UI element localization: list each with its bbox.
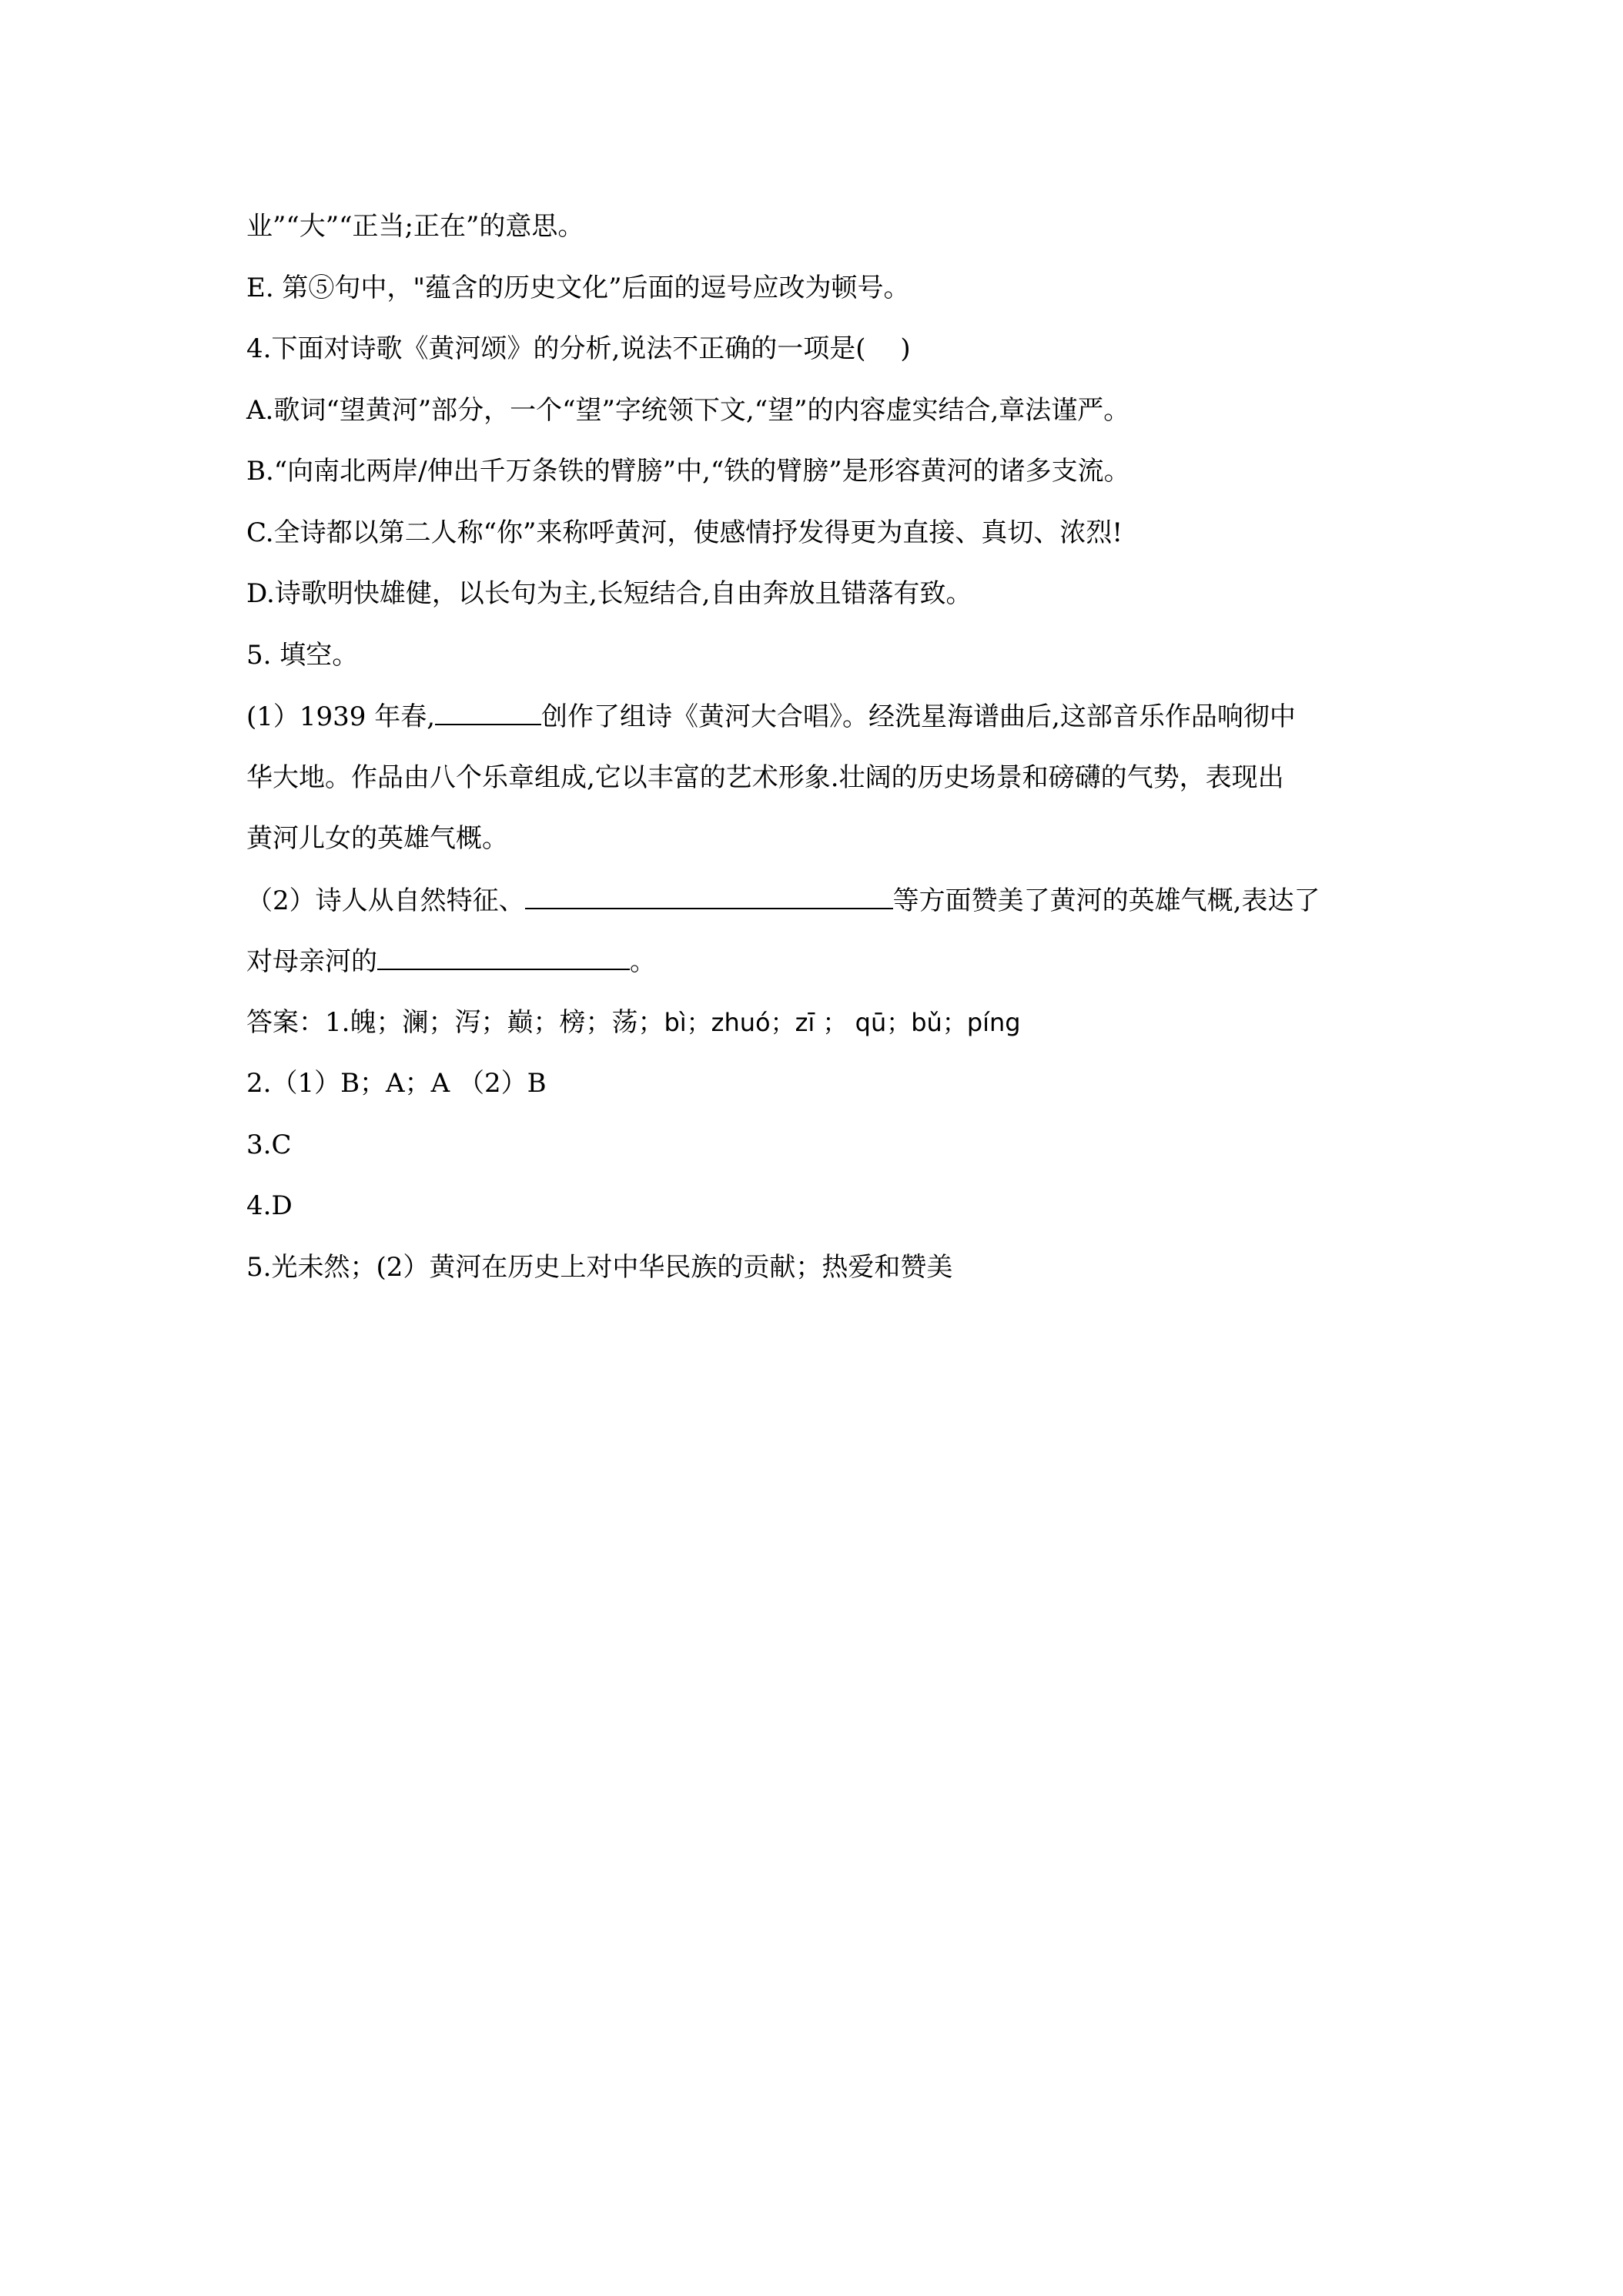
answer-1 <box>246 1004 1401 1041</box>
option-d: D.诗歌明快雄健，以长句为主,长短结合,自由奔放且错落有致。 <box>246 578 972 609</box>
answer-2: 2.（1）B；A；A （2）B <box>246 1068 547 1099</box>
answer-blank <box>435 698 541 725</box>
question-5: 5. 填空。 <box>246 639 359 671</box>
fill-in-2-suffix: 等方面赞美了黄河的英雄气概,表达了 <box>892 885 1320 916</box>
answer-blank <box>377 942 630 970</box>
text-line: 业”“大”“正当;正在”的意思。 <box>246 211 584 242</box>
text-line: 华大地。作品由八个乐章组成,它以丰富的艺术形象.壮阔的历史场景和磅礴的气势，表现出 <box>246 761 1284 793</box>
fill-in-2-cont-suffix: 。 <box>630 946 656 977</box>
option-c: C.全诗都以第二人称“你”来称呼黄河，使感情抒发得更为直接、真切、浓烈! <box>246 517 1123 548</box>
text-line: 黄河儿女的英雄气概。 <box>246 823 508 854</box>
document-body <box>246 208 1401 1310</box>
option-e: E. 第⑤句中，"蕴含的历史文化”后面的逗号应改为顿号。 <box>246 272 910 303</box>
fill-in-1 <box>246 698 1401 735</box>
question-4: 4.下面对诗歌《黄河颂》的分析,说法不正确的一项是( ) <box>246 333 911 364</box>
fill-in-2-continued <box>246 942 1401 979</box>
answer-4: 4.D <box>246 1190 293 1221</box>
answer-5: 5.光未然；(2）黄河在历史上对中华民族的贡献；热爱和赞美 <box>246 1251 953 1283</box>
answer-blank <box>525 882 893 909</box>
fill-in-1-suffix: 创作了组诗《黄河大合唱》。经洗星海谱曲后,这部音乐作品响彻中 <box>541 701 1296 732</box>
option-b: B.“向南北两岸/伸出千万条铁的臂膀”中,“铁的臂膀”是形容黄河的诸多支流。 <box>246 456 1130 487</box>
answer-1-chars: 答案：1.魄；澜；泻；巅；榜；荡； <box>246 1006 664 1038</box>
fill-in-2-cont-prefix: 对母亲河的 <box>246 946 377 977</box>
answer-3: 3.C <box>246 1129 292 1160</box>
fill-in-1-prefix: (1）1939 年春, <box>246 701 436 732</box>
answer-1-pinyin: bì；zhuó；zī ； qū；bǔ；píng <box>664 1007 1021 1037</box>
fill-in-2 <box>246 882 1401 919</box>
option-a: A.歌词“望黄河”部分，一个“望”字统领下文,“望”的内容虚实结合,章法谨严。 <box>246 394 1130 426</box>
fill-in-2-prefix: （2）诗人从自然特征、 <box>246 885 525 916</box>
